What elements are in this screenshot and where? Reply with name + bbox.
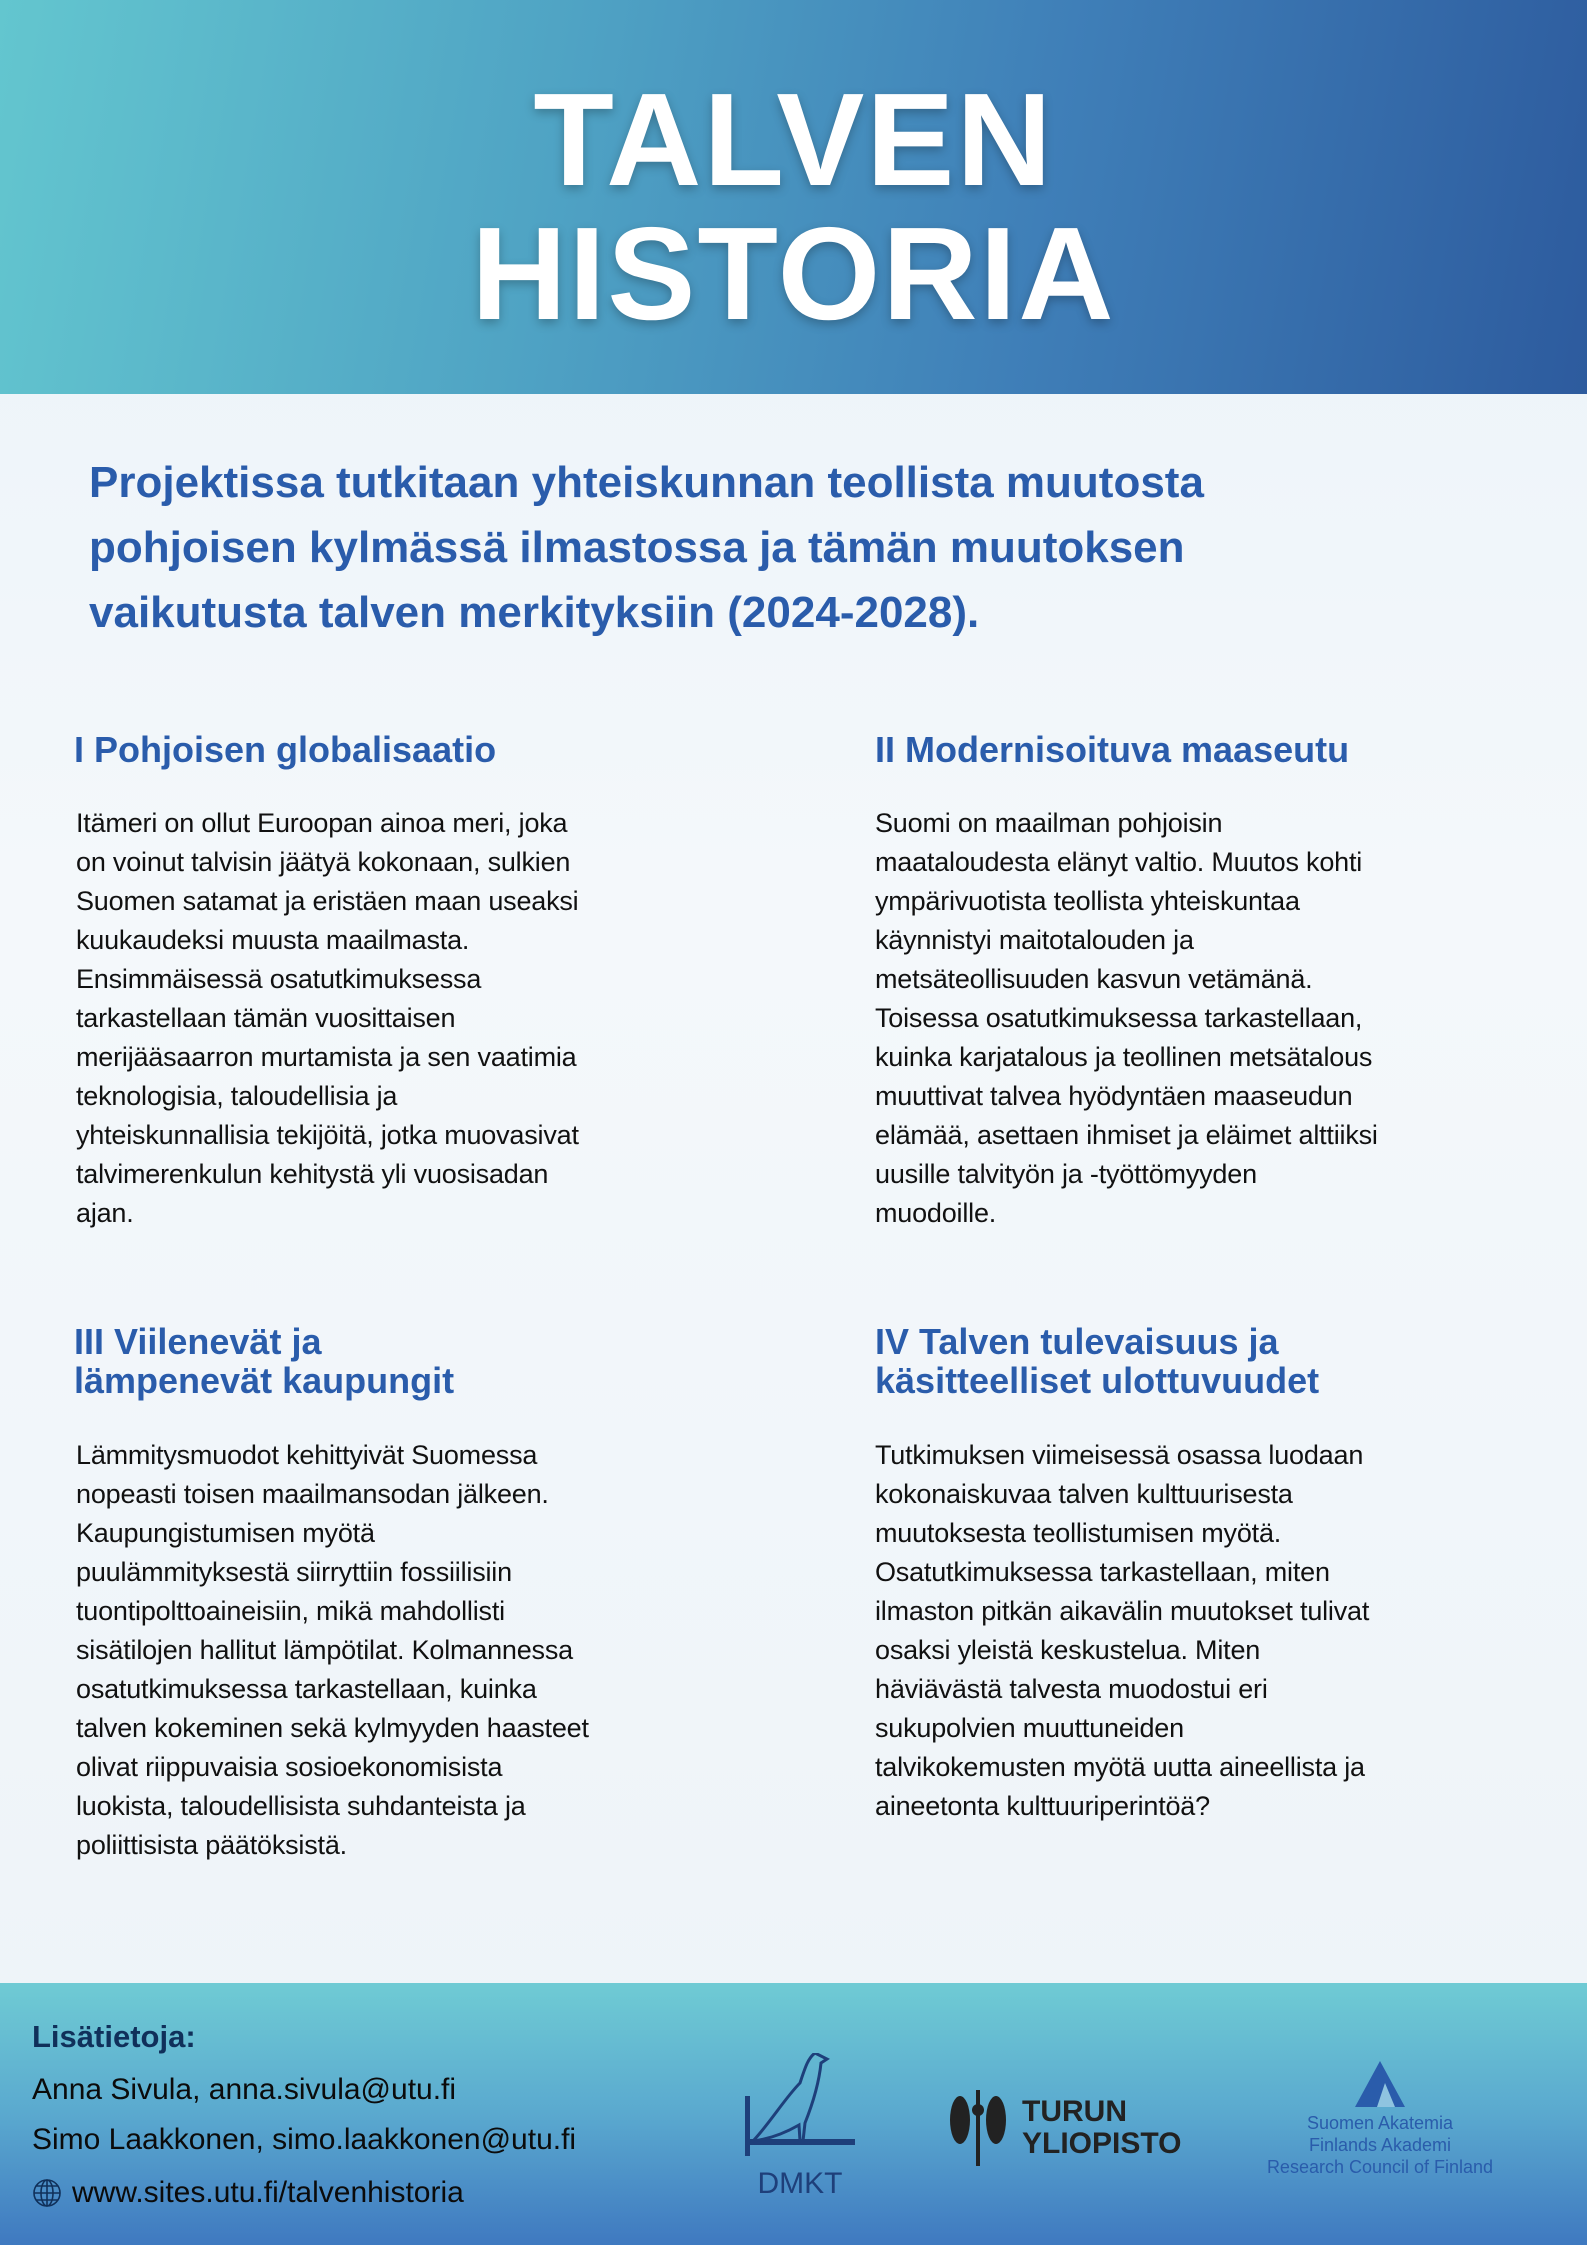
- section-4-body: Tutkimuksen viimeisessä osassa luodaan kokonaiskuvaa talven kulttuurisesta muutoksesta teollistumisen myötä. Osatutkimuksessa tarkastellaan, miten ilmaston pitkän aikavälin muutokset tulivat osaksi yleistä keskustelua. Miten häviävästä talvesta muodostui eri sukupolvien muuttuneiden talvikokemusten myötä uutta aineellista ja aineetonta kulttuuriperintöä?: [875, 1440, 1370, 1821]
- title-line-1: TALVEN: [533, 66, 1054, 213]
- section-2-heading: II Modernisoituva maaseutu: [875, 729, 1350, 770]
- title-line-2: HISTORIA: [471, 200, 1116, 347]
- suomen-akatemia-logo: [1240, 2061, 1520, 2178]
- contact-anna[interactable]: Anna Sivula, anna.sivula@utu.fi: [32, 2073, 457, 2106]
- website-url: www.sites.utu.fi/talvenhistoria: [72, 2176, 464, 2209]
- section-1-heading: I Pohjoisen globalisaatio: [74, 729, 497, 770]
- akatemia-triangle-icon: [1355, 2061, 1405, 2107]
- aka-line-1: Suomen Akatemia: [1306, 2113, 1454, 2133]
- globe-icon: [32, 2178, 62, 2208]
- aka-line-3: Research Council of Finland: [1266, 2157, 1494, 2177]
- contact-simo[interactable]: Simo Laakkonen, simo.laakkonen@utu.fi: [32, 2123, 577, 2156]
- footer: [0, 1983, 1587, 2245]
- section-3-body: Lämmitysmuodot kehittyivät Suomessa nopeasti toisen maailmansodan jälkeen. Kaupungistumisen myötä puulämmityksestä siirryttiin fossiilisiin tuontipolttoaineisiin, mikä mahdollisti sisätilojen hallitut lämpötilat. Kolmannessa osatutkimuksessa tarkastellaan, kuinka talven kokeminen sekä kylmyyden haasteet olivat riippuvaisia sosioekonomisista luokista, taloudellisista suhdanteista ja poliittisista päätöksistä.: [76, 1440, 589, 1860]
- section-2-body: Suomi on maailman pohjoisin maataloudesta elänyt valtio. Muutos kohti ympärivuotista teollista yhteiskuntaa käynnistyi maitotalouden ja metsäteollisuuden kasvun vetämänä. Toisessa osatutkimuksessa tarkastellaan, kuinka karjatalous ja teollinen metsätalous muuttivat talvea hyödyntäen maaseudun elämää, asettaen ihmiset ja eläimet alttiiksi uusille talvityön ja -työttömyyden muodoille.: [875, 808, 1378, 1228]
- section-1-body: Itämeri on ollut Euroopan ainoa meri, joka on voinut talvisin jäätyä kokonaan, sulkien Suomen satamat ja eristäen maan useaksi kuukaudeksi muusta maailmasta. Ensimmäisessä osatutkimuksessa tarkastellaan tämän vuosittaisen merijääsaarron murtamista ja sen vaatimia teknologisia, taloudellisia ja yhteiskunnallisia tekijöitä, jotka muovasivat talvimerenkulun kehitystä yli vuosisadan ajan.: [76, 808, 579, 1228]
- aka-line-2: Finlands Akademi: [1308, 2135, 1452, 2155]
- section-4-heading: IV Talven tulevaisuus ja käsitteelliset ulottuvuudet: [875, 1321, 1320, 1401]
- dmkt-label: DMKT: [757, 2167, 843, 2200]
- intro-text: Projektissa tutkitaan yhteiskunnan teollista muutosta pohjoisen kylmässä ilmastossa ja tämän muutoksen vaikutusta talven merkityksiin (2024-2028).: [89, 458, 1204, 637]
- website-link[interactable]: [32, 2176, 464, 2210]
- header-banner: [0, 0, 1587, 394]
- turku-line-2: YLIOPISTO: [1022, 2127, 1182, 2160]
- turun-yliopisto-logo: [948, 2088, 1181, 2168]
- contact-heading: Lisätietoja:: [32, 2019, 196, 2054]
- bird-icon: [745, 2053, 860, 2158]
- dmkt-logo: [745, 2053, 860, 2200]
- torch-emblem-icon: [948, 2088, 1008, 2168]
- section-3-heading: III Viilenevät ja lämpenevät kaupungit: [74, 1321, 455, 1401]
- turku-line-1: TURUN: [1022, 2095, 1127, 2128]
